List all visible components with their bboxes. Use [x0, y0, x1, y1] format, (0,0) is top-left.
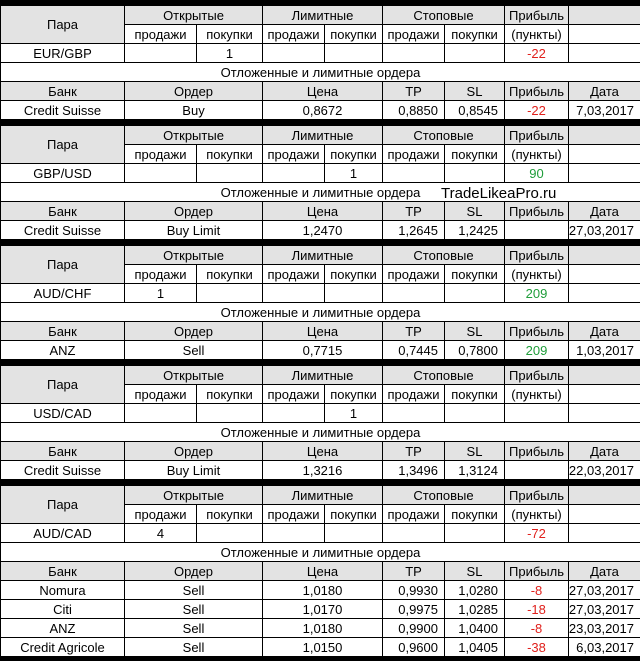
open-buy-header: покупки: [197, 145, 262, 163]
stop-header: Стоповые: [383, 486, 504, 504]
pair-profit-value: -72: [505, 524, 568, 542]
order-row: [0, 221, 640, 240]
date-header: Дата: [569, 442, 640, 460]
profit-header: Прибыль: [505, 6, 568, 24]
limit-sell-header: продажи: [263, 25, 324, 43]
order-profit: [505, 461, 568, 479]
stop-header: Стоповые: [383, 366, 504, 384]
points-header: (пункты): [505, 145, 568, 163]
order-row: [0, 101, 640, 120]
order-tp: 0,9900: [383, 619, 444, 637]
open-sell-value: 1: [125, 284, 196, 302]
sl-header: SL: [445, 82, 504, 100]
tp-header: TP: [383, 562, 444, 580]
tp-header: TP: [383, 322, 444, 340]
date-header: Дата: [569, 82, 640, 100]
order-type: Sell: [125, 600, 262, 618]
limit-buy-value: 1: [325, 404, 382, 422]
limit-buy-header: покупки: [325, 25, 382, 43]
stop-buy-header: покупки: [445, 265, 504, 283]
pair-name: GBP/USD: [1, 164, 124, 182]
open-header: Открытые: [125, 246, 262, 264]
order-date: 27,03,2017: [569, 600, 640, 618]
pair-name: AUD/CAD: [1, 524, 124, 542]
pending-orders-title: Отложенные и лимитные ордера: [1, 63, 640, 81]
order-type: Sell: [125, 341, 262, 359]
order-date: 27,03,2017: [569, 221, 640, 239]
order-sl: 1,0280: [445, 581, 504, 599]
order-profit-header: Прибыль: [505, 82, 568, 100]
order-tp: 0,9600: [383, 638, 444, 656]
stop-header: Стоповые: [383, 126, 504, 144]
tp-header: TP: [383, 202, 444, 220]
order-header-row: [0, 562, 640, 581]
order-type: Buy Limit: [125, 221, 262, 239]
order-row: [0, 581, 640, 600]
limit-header: Лимитные: [263, 246, 382, 264]
limit-sell-value: [263, 44, 324, 62]
order-row: [0, 461, 640, 480]
pair-label: Пара: [1, 126, 124, 163]
open-sell-value: 4: [125, 524, 196, 542]
pair-profit-value: 90: [505, 164, 568, 182]
order-bank: Credit Agricole: [1, 638, 124, 656]
open-buy-header: покупки: [197, 505, 262, 523]
watermark-text: TradeLikeaPro.ru: [441, 185, 557, 202]
pair-values-row: [0, 164, 640, 183]
order-bank: ANZ: [1, 341, 124, 359]
stop-buy-value: [445, 524, 504, 542]
price-header: Цена: [263, 562, 382, 580]
open-buy-value: 1: [197, 44, 262, 62]
sl-header: SL: [445, 562, 504, 580]
limit-sell-value: [263, 524, 324, 542]
order-profit: -8: [505, 619, 568, 637]
stop-buy-value: [445, 44, 504, 62]
sl-header: SL: [445, 442, 504, 460]
open-buy-header: покупки: [197, 265, 262, 283]
price-header: Цена: [263, 202, 382, 220]
order-type: Buy Limit: [125, 461, 262, 479]
open-buy-header: покупки: [197, 385, 262, 403]
limit-buy-header: покупки: [325, 145, 382, 163]
order-profit: 209: [505, 341, 568, 359]
stop-sell-value: [383, 524, 444, 542]
order-bank: Credit Suisse: [1, 461, 124, 479]
pending-title-row: [0, 543, 640, 562]
stop-buy-header: покупки: [445, 385, 504, 403]
order-price: 1,0170: [263, 600, 382, 618]
order-header: Ордер: [125, 442, 262, 460]
pair-name: USD/CAD: [1, 404, 124, 422]
order-row: [0, 638, 640, 657]
stop-header: Стоповые: [383, 6, 504, 24]
open-sell-header: продажи: [125, 385, 196, 403]
order-tp: 0,7445: [383, 341, 444, 359]
order-bank: Nomura: [1, 581, 124, 599]
order-sl: 1,3124: [445, 461, 504, 479]
order-sl: 1,0405: [445, 638, 504, 656]
bank-header: Банк: [1, 202, 124, 220]
pair-values-row: [0, 404, 640, 423]
order-date: 6,03,2017: [569, 638, 640, 656]
stop-buy-header: покупки: [445, 145, 504, 163]
pending-orders-title: Отложенные и лимитные ордера: [1, 543, 640, 561]
order-type: Sell: [125, 581, 262, 599]
order-header: Ордер: [125, 562, 262, 580]
stop-buy-value: [445, 164, 504, 182]
stop-sell-header: продажи: [383, 25, 444, 43]
open-sell-value: [125, 164, 196, 182]
pair-label: Пара: [1, 6, 124, 43]
stop-sell-value: [383, 284, 444, 302]
open-sell-header: продажи: [125, 25, 196, 43]
limit-header: Лимитные: [263, 126, 382, 144]
order-header-row: [0, 442, 640, 461]
pending-orders-title: Отложенные и лимитные ордера: [1, 423, 640, 441]
stop-header: Стоповые: [383, 246, 504, 264]
order-type: Buy: [125, 101, 262, 119]
date-header: Дата: [569, 202, 640, 220]
pair-name: AUD/CHF: [1, 284, 124, 302]
open-header: Открытые: [125, 6, 262, 24]
price-header: Цена: [263, 442, 382, 460]
pending-orders-title: Отложенные и лимитные ордера: [1, 183, 640, 201]
limit-sell-value: [263, 164, 324, 182]
points-header: (пункты): [505, 25, 568, 43]
limit-buy-header: покупки: [325, 505, 382, 523]
open-buy-value: [197, 524, 262, 542]
limit-buy-value: [325, 44, 382, 62]
open-buy-header: покупки: [197, 25, 262, 43]
order-date: 22,03,2017: [569, 461, 640, 479]
open-sell-value: [125, 404, 196, 422]
profit-header: Прибыль: [505, 366, 568, 384]
stop-sell-header: продажи: [383, 265, 444, 283]
order-profit-header: Прибыль: [505, 562, 568, 580]
order-profit: -22: [505, 101, 568, 119]
bank-header: Банк: [1, 562, 124, 580]
pair-values-row: [0, 524, 640, 543]
date-header: Дата: [569, 562, 640, 580]
stop-sell-value: [383, 44, 444, 62]
limit-buy-value: [325, 524, 382, 542]
order-profit: [505, 221, 568, 239]
limit-buy-value: [325, 284, 382, 302]
order-date: 1,03,2017: [569, 341, 640, 359]
order-profit-header: Прибыль: [505, 202, 568, 220]
order-date: 7,03,2017: [569, 101, 640, 119]
order-header-row: [0, 202, 640, 221]
blank-cell: [569, 524, 640, 542]
order-row: [0, 619, 640, 638]
stop-sell-header: продажи: [383, 505, 444, 523]
open-sell-value: [125, 44, 196, 62]
order-price: 1,3216: [263, 461, 382, 479]
blank-cell: [569, 404, 640, 422]
open-header: Открытые: [125, 366, 262, 384]
points-header: (пункты): [505, 505, 568, 523]
blank-cell: [569, 284, 640, 302]
tp-header: TP: [383, 442, 444, 460]
order-bank: Citi: [1, 600, 124, 618]
pair-profit-value: [505, 404, 568, 422]
order-sl: 1,0400: [445, 619, 504, 637]
profit-header: Прибыль: [505, 486, 568, 504]
limit-sell-value: [263, 404, 324, 422]
blank-cell: [569, 44, 640, 62]
order-bank: Credit Suisse: [1, 221, 124, 239]
limit-buy-header: покупки: [325, 385, 382, 403]
order-date: 27,03,2017: [569, 581, 640, 599]
order-bank: ANZ: [1, 619, 124, 637]
open-buy-value: [197, 284, 262, 302]
order-tp: 0,9930: [383, 581, 444, 599]
order-price: 1,0150: [263, 638, 382, 656]
stop-sell-value: [383, 404, 444, 422]
pair-label-row: [0, 126, 640, 164]
limit-sell-header: продажи: [263, 265, 324, 283]
pair-label-row: [0, 246, 640, 284]
pair-profit-value: -22: [505, 44, 568, 62]
order-sl: 1,2425: [445, 221, 504, 239]
order-bank: Credit Suisse: [1, 101, 124, 119]
pair-name: EUR/GBP: [1, 44, 124, 62]
limit-sell-value: [263, 284, 324, 302]
order-sl: 0,8545: [445, 101, 504, 119]
pair-label-row: [0, 6, 640, 44]
blank-cell: [569, 164, 640, 182]
order-type: Sell: [125, 619, 262, 637]
order-row: [0, 600, 640, 619]
limit-sell-header: продажи: [263, 145, 324, 163]
open-sell-header: продажи: [125, 505, 196, 523]
limit-header: Лимитные: [263, 486, 382, 504]
points-header: (пункты): [505, 265, 568, 283]
stop-buy-value: [445, 404, 504, 422]
pending-title-row: [0, 63, 640, 82]
open-header: Открытые: [125, 126, 262, 144]
order-sl: 0,7800: [445, 341, 504, 359]
bank-header: Банк: [1, 82, 124, 100]
order-header: Ордер: [125, 82, 262, 100]
pending-title-row: [0, 303, 640, 322]
open-sell-header: продажи: [125, 265, 196, 283]
open-sell-header: продажи: [125, 145, 196, 163]
stop-sell-header: продажи: [383, 385, 444, 403]
price-header: Цена: [263, 82, 382, 100]
date-header: Дата: [569, 322, 640, 340]
order-price: 0,8672: [263, 101, 382, 119]
pair-profit-value: 209: [505, 284, 568, 302]
stop-sell-header: продажи: [383, 145, 444, 163]
order-profit-header: Прибыль: [505, 322, 568, 340]
order-type: Sell: [125, 638, 262, 656]
stop-sell-value: [383, 164, 444, 182]
limit-header: Лимитные: [263, 366, 382, 384]
pair-label-row: [0, 366, 640, 404]
order-price: 1,0180: [263, 619, 382, 637]
limit-sell-header: продажи: [263, 385, 324, 403]
order-tp: 1,3496: [383, 461, 444, 479]
order-header-row: [0, 322, 640, 341]
order-sl: 1,0285: [445, 600, 504, 618]
stop-buy-value: [445, 284, 504, 302]
limit-header: Лимитные: [263, 6, 382, 24]
stop-buy-header: покупки: [445, 505, 504, 523]
profit-header: Прибыль: [505, 126, 568, 144]
order-header-row: [0, 82, 640, 101]
stop-buy-header: покупки: [445, 25, 504, 43]
order-header: Ордер: [125, 202, 262, 220]
bank-header: Банк: [1, 322, 124, 340]
order-tp: 0,8850: [383, 101, 444, 119]
pair-label-row: [0, 486, 640, 524]
pair-values-row: [0, 284, 640, 303]
price-header: Цена: [263, 322, 382, 340]
limit-sell-header: продажи: [263, 505, 324, 523]
order-profit: -38: [505, 638, 568, 656]
order-price: 1,2470: [263, 221, 382, 239]
order-price: 0,7715: [263, 341, 382, 359]
limit-buy-header: покупки: [325, 265, 382, 283]
order-tp: 0,9975: [383, 600, 444, 618]
open-buy-value: [197, 164, 262, 182]
pair-label: Пара: [1, 366, 124, 403]
order-date: 23,03,2017: [569, 619, 640, 637]
bank-header: Банк: [1, 442, 124, 460]
pair-label: Пара: [1, 486, 124, 523]
open-header: Открытые: [125, 486, 262, 504]
limit-buy-value: 1: [325, 164, 382, 182]
order-price: 1,0180: [263, 581, 382, 599]
sl-header: SL: [445, 322, 504, 340]
order-row: [0, 341, 640, 360]
pair-label: Пара: [1, 246, 124, 283]
order-profit: -8: [505, 581, 568, 599]
points-header: (пункты): [505, 385, 568, 403]
open-buy-value: [197, 404, 262, 422]
order-profit-header: Прибыль: [505, 442, 568, 460]
pending-orders-title: Отложенные и лимитные ордера: [1, 303, 640, 321]
tp-header: TP: [383, 82, 444, 100]
sl-header: SL: [445, 202, 504, 220]
order-tp: 1,2645: [383, 221, 444, 239]
order-profit: -18: [505, 600, 568, 618]
pair-values-row: [0, 44, 640, 63]
pending-title-row: [0, 423, 640, 442]
order-header: Ордер: [125, 322, 262, 340]
profit-header: Прибыль: [505, 246, 568, 264]
